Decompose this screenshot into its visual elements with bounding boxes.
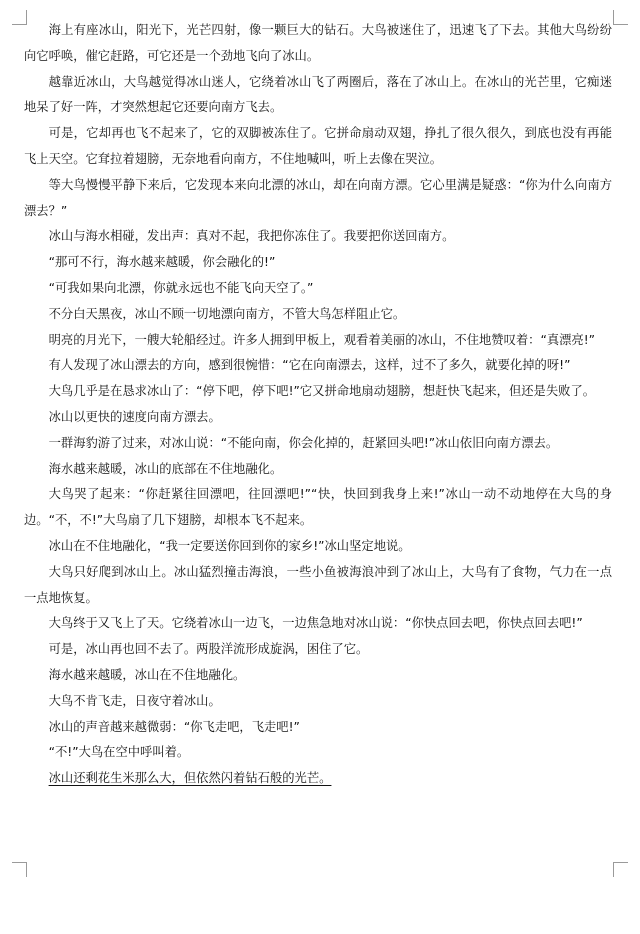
paragraph-20: 海水越来越暖，冰山在不住地融化。 bbox=[48, 667, 246, 682]
paragraph-2: 越靠近冰山，大鸟越觉得冰山迷人，它绕着冰山飞了两圈后，落在了冰山上。在冰山的光芒里，它痴迷地呆了好一阵，才突然想起它还要向南方飞去。 bbox=[24, 74, 612, 115]
paragraph-6: “那可不行，海水越来越暖，你会融化的!” bbox=[48, 255, 276, 270]
paragraph-24-underlined bbox=[24, 766, 612, 792]
paragraph-18: 大鸟终于又飞上了天。它绕着冰山一边飞，一边焦急地对冰山说：“你快点回去吧，你快点回去吧!” bbox=[48, 616, 583, 631]
paragraph-17: 大鸟只好爬到冰山上。冰山猛烈撞击海浪，一些小鱼被海浪冲到了冰山上，大鸟有了食物，气力在一点一点地恢复。 bbox=[24, 564, 612, 605]
paragraph-7: “可我如果向北漂，你就永远也不能飞向天空了。” bbox=[48, 280, 314, 295]
paragraph-3: 可是，它却再也飞不起来了，它的双脚被冻住了。它拼命扇动双翅，挣扎了很久很久，到底也没有再能飞上天空。它耷拉着翅膀，无奈地看向南方，不住地喊叫，听上去像在哭泣。 bbox=[24, 126, 612, 166]
paragraph-23: “不!”大鸟在空中呼叫着。 bbox=[48, 745, 190, 760]
corner-mark-bottom-right bbox=[613, 862, 628, 877]
paragraph-9: 明亮的月光下，一艘大轮船经过。许多人拥到甲板上，观看着美丽的冰山，不住地赞叹着：“真漂亮!” bbox=[48, 332, 596, 347]
document-body bbox=[24, 18, 612, 792]
paragraph-11: 大鸟几乎是在恳求冰山了：“停下吧，停下吧!”它又拼命地扇动翅膀，想赶快飞起来，但还是失败了。 bbox=[48, 384, 596, 399]
corner-mark-top-right bbox=[613, 10, 628, 25]
paragraph-10: 有人发现了冰山漂去的方向，感到很惋惜：“它在向南漂去，这样，过不了多久，就要化掉的呀!” bbox=[48, 358, 571, 373]
corner-mark-bottom-left bbox=[12, 862, 27, 877]
paragraph-5: 冰山与海水相碰，发出声：真对不起，我把你冻住了。我要把你送回南方。 bbox=[48, 229, 455, 244]
paragraph-14: 海水越来越暖，冰山的底部在不住地融化。 bbox=[48, 461, 283, 476]
paragraph-4: 等大鸟慢慢平静下来后，它发现本来向北漂的冰山，却在向南方漂。它心里满是疑惑：“你为什么向南方漂去？” bbox=[24, 177, 612, 218]
paragraph-21: 大鸟不肯飞走，日夜守着冰山。 bbox=[48, 693, 221, 708]
paragraph-13: 一群海豹游了过来，对冰山说：“不能向南，你会化掉的，赶紧回头吧!”冰山依旧向南方漂去。 bbox=[48, 435, 559, 450]
paragraph-8: 不分白天黑夜，冰山不顾一切地漂向南方，不管大鸟怎样阻止它。 bbox=[48, 306, 406, 321]
underlined-sentence: 冰山还剩花生米那么大，但依然闪着钻石般的光芒。 bbox=[48, 771, 332, 786]
paragraph-16: 冰山在不住地融化，“我一定要送你回到你的家乡!”冰山坚定地说。 bbox=[48, 538, 411, 553]
paragraph-19: 可是，冰山再也回不去了。两股洋流形成旋涡，困住了它。 bbox=[48, 642, 369, 657]
paragraph-15: 大鸟哭了起来：“你赶紧往回漂吧，往回漂吧!”“快，快回到我身上来!”冰山一动不动地停在大鸟的身边。“不，不!”大鸟扇了几下翅膀，却根本飞不起来。 bbox=[24, 487, 612, 528]
paragraph-1: 海上有座冰山，阳光下，光芒四射，像一颗巨大的钻石。大鸟被迷住了，迅速飞了下去。其他大鸟纷纷向它呼唤，催它赶路，可它还是一个劲地飞向了冰山。 bbox=[24, 23, 612, 63]
paragraph-22: 冰山的声音越来越微弱：“你飞走吧，飞走吧!” bbox=[48, 719, 300, 734]
paragraph-12: 冰山以更快的速度向南方漂去。 bbox=[48, 409, 221, 424]
